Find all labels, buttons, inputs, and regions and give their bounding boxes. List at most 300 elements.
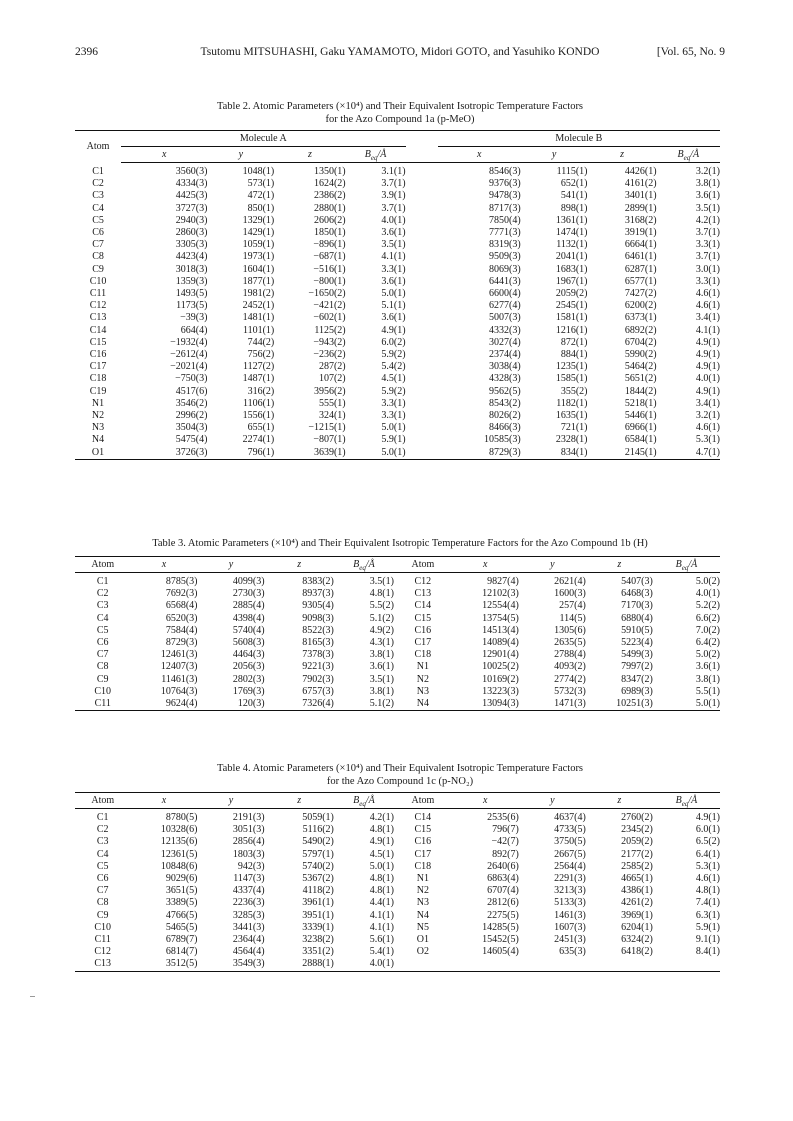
- z-cell: 6757(3): [302, 685, 334, 697]
- y-cell: 834(1): [560, 446, 588, 458]
- beq-cell: 8.4(1): [695, 946, 720, 958]
- table3-col-z-left: z: [265, 557, 334, 573]
- beq-cell: 4.8(1): [369, 588, 394, 600]
- beq-cell: 4.9(2): [369, 624, 394, 636]
- column-gap: [406, 203, 438, 215]
- atom-cell: C16: [414, 836, 432, 848]
- column-gap: [406, 227, 438, 239]
- table4-body: [75, 809, 720, 972]
- x-cell: 4332(3): [489, 324, 521, 336]
- z-cell: −421(2): [313, 300, 346, 312]
- beq-cell: 3.5(1): [381, 239, 406, 251]
- atom-cell: C6: [96, 637, 109, 649]
- x-cell: 2940(3): [175, 214, 208, 226]
- y-cell: 5133(3): [554, 897, 586, 909]
- table3-atom-header-right: Atom: [394, 557, 452, 573]
- beq-cell: 3.7(1): [381, 202, 406, 214]
- x-cell: 3727(3): [175, 202, 208, 214]
- column-gap: [406, 447, 438, 460]
- z-cell: 3351(2): [302, 946, 334, 958]
- table-row: [75, 264, 720, 276]
- x-cell: 8780(5): [165, 812, 198, 823]
- z-cell: 9221(3): [302, 661, 334, 673]
- table-row: [75, 809, 720, 825]
- table3-body: [75, 573, 720, 711]
- z-cell: 10251(3): [616, 698, 653, 710]
- beq-cell: 3.3(1): [695, 239, 720, 251]
- y-cell: 4564(4): [232, 946, 265, 958]
- x-cell: 6789(7): [165, 934, 198, 946]
- beq-cell: 4.0(1): [369, 958, 394, 970]
- y-cell: 3549(3): [232, 958, 265, 970]
- atom-cell: C2: [92, 178, 104, 190]
- y-cell: 1461(3): [554, 909, 586, 921]
- table-row: [75, 674, 720, 686]
- atom-cell: C9: [96, 909, 109, 921]
- y-cell: 1635(1): [555, 410, 588, 422]
- x-cell: 10585(3): [484, 434, 521, 446]
- z-cell: 5407(3): [621, 576, 653, 587]
- table3-caption: Table 3. Atomic Parameters (×10⁴) and Their Equivalent Isotropic Temperature Factors for the Azo Compound 1b (H): [152, 538, 648, 549]
- x-cell: −2021(4): [170, 361, 208, 373]
- y-cell: 4093(2): [554, 661, 586, 673]
- atom-cell: C6: [92, 227, 104, 239]
- atom-cell: C8: [96, 661, 109, 673]
- z-cell: −1650(2): [308, 288, 346, 300]
- atom-cell: C5: [96, 624, 109, 636]
- z-cell: 2059(2): [621, 836, 653, 848]
- table-row: [75, 922, 720, 934]
- column-gap: [406, 373, 438, 385]
- atom-cell: C12: [89, 300, 107, 312]
- table-row: [75, 910, 720, 922]
- beq-cell: 4.2(1): [695, 214, 720, 226]
- y-cell: 1147(3): [233, 873, 265, 885]
- x-cell: 9478(3): [489, 190, 521, 202]
- y-cell: 2667(5): [554, 848, 586, 860]
- z-cell: 2177(2): [621, 848, 653, 860]
- z-cell: 287(2): [318, 361, 346, 373]
- z-cell: 9098(3): [302, 612, 334, 624]
- table-row: [75, 686, 720, 698]
- table-row: [75, 613, 720, 625]
- x-cell: 13754(5): [482, 612, 519, 624]
- column-gap: [406, 251, 438, 263]
- beq-cell: 5.0(1): [369, 860, 394, 872]
- z-cell: 5910(5): [621, 624, 653, 636]
- table-row: [75, 836, 720, 848]
- beq-cell: 3.6(1): [695, 661, 720, 673]
- column-gap: [406, 300, 438, 312]
- atom-cell: C11: [89, 288, 107, 300]
- atom-cell: N2: [416, 885, 429, 897]
- column-gap: [406, 178, 438, 190]
- beq-cell: 4.0(1): [695, 373, 720, 385]
- table4-col-beq-left: $B_{eq}/Å$: [334, 793, 394, 809]
- x-cell: 4334(3): [175, 178, 208, 190]
- x-cell: 8729(3): [165, 637, 198, 649]
- x-cell: −750(3): [175, 373, 208, 385]
- z-cell: 6200(2): [624, 300, 657, 312]
- x-cell: 9624(4): [165, 698, 198, 710]
- table-row: [75, 897, 720, 909]
- beq-cell: 4.6(1): [695, 873, 720, 885]
- y-cell: 2564(4): [554, 860, 586, 872]
- page-number: 2396: [75, 46, 98, 58]
- table2-caption: [120, 100, 680, 126]
- y-cell: 2545(1): [555, 300, 588, 312]
- y-cell: 1305(6): [554, 624, 586, 636]
- beq-cell: 3.7(1): [381, 178, 406, 190]
- x-cell: 14605(4): [482, 946, 519, 958]
- atom-cell: C13: [94, 958, 112, 970]
- y-cell: 2236(3): [232, 897, 265, 909]
- y-cell: 744(2): [247, 336, 275, 348]
- y-cell: 1487(1): [242, 373, 275, 385]
- beq-cell: 5.3(1): [695, 860, 720, 872]
- x-cell: 7850(4): [489, 214, 521, 226]
- beq-cell: 3.9(1): [381, 190, 406, 202]
- y-cell: 2041(1): [555, 251, 588, 263]
- y-cell: 884(1): [560, 349, 588, 361]
- table4-caption-line2: for the Azo Compound 1c (p-NO₂): [326, 776, 474, 787]
- atom-cell: N4: [91, 434, 105, 446]
- z-cell: 3969(1): [621, 909, 653, 921]
- beq-cell: 5.6(1): [369, 934, 394, 946]
- z-cell: 5740(2): [302, 860, 334, 872]
- x-cell: 6863(4): [487, 873, 519, 885]
- beq-cell: 5.1(1): [381, 300, 406, 312]
- atom-cell: N5: [416, 921, 429, 933]
- table-row: [75, 824, 720, 836]
- atom-cell: C17: [414, 637, 432, 649]
- atom-cell: C6: [96, 873, 109, 885]
- x-cell: 13094(3): [482, 698, 519, 710]
- y-cell: 2635(5): [554, 637, 586, 649]
- table-row: [75, 573, 720, 589]
- beq-cell: 3.8(1): [369, 649, 394, 661]
- atom-cell: C10: [89, 275, 107, 287]
- z-cell: 4261(2): [621, 897, 653, 909]
- atom-cell: C17: [414, 848, 432, 860]
- y-cell: 1235(1): [555, 361, 588, 373]
- z-cell: 5499(3): [621, 649, 653, 661]
- beq-cell: 4.1(1): [369, 909, 394, 921]
- table3-atom-header-left: Atom: [75, 557, 130, 573]
- atom-cell: C3: [96, 836, 109, 848]
- beq-cell: 3.5(1): [695, 202, 720, 214]
- y-cell: 1048(1): [242, 166, 275, 177]
- z-cell: 3401(1): [624, 190, 657, 202]
- beq-cell: 3.3(1): [381, 397, 406, 409]
- y-cell: 721(1): [560, 422, 588, 434]
- beq-cell: 5.9(2): [381, 385, 406, 397]
- beq-cell: 3.4(1): [695, 397, 720, 409]
- table2-molecule-b-header: Molecule B: [438, 131, 720, 147]
- y-cell: 573(1): [247, 178, 275, 190]
- beq-cell: 6.0(2): [381, 336, 406, 348]
- y-cell: 850(1): [247, 202, 275, 214]
- z-cell: 555(1): [318, 397, 346, 409]
- beq-cell: 3.8(1): [369, 685, 394, 697]
- z-cell: 2880(1): [313, 202, 346, 214]
- z-cell: 2345(2): [621, 824, 653, 836]
- x-cell: 12407(3): [160, 661, 198, 673]
- beq-cell: 4.9(1): [381, 324, 406, 336]
- y-cell: 2730(3): [232, 588, 265, 600]
- z-cell: 2145(1): [624, 446, 657, 458]
- x-cell: 12102(3): [482, 588, 519, 600]
- atom-cell: C19: [89, 385, 107, 397]
- atom-cell: C1: [92, 165, 104, 177]
- table4: [75, 792, 720, 972]
- atom-cell: C9: [92, 263, 104, 275]
- table4-atom-header-right: Atom: [394, 793, 452, 809]
- y-cell: 1429(1): [242, 227, 275, 239]
- y-cell: 2056(3): [232, 661, 265, 673]
- table-row: [75, 227, 720, 239]
- beq-cell: [653, 958, 720, 971]
- y-cell: 4637(4): [554, 812, 586, 823]
- atom-cell: C14: [414, 600, 432, 612]
- table-row: [75, 934, 720, 946]
- x-cell: 14285(5): [482, 921, 519, 933]
- y-cell: 2802(3): [232, 673, 265, 685]
- atom-cell: C17: [89, 361, 107, 373]
- x-cell: 8546(3): [489, 166, 521, 177]
- table2-caption-line2: for the Azo Compound 1a (p-MeO): [325, 114, 475, 125]
- table-row: [75, 698, 720, 711]
- beq-cell: 4.9(1): [695, 812, 720, 823]
- x-cell: 10848(6): [160, 860, 198, 872]
- z-cell: 5446(1): [624, 410, 657, 422]
- y-cell: 2621(4): [554, 576, 586, 587]
- atom-cell: C16: [89, 349, 107, 361]
- x-cell: 3389(5): [165, 897, 198, 909]
- beq-cell: 3.3(1): [695, 275, 720, 287]
- atom-cell: C14: [89, 324, 107, 336]
- z-cell: 6966(1): [624, 422, 657, 434]
- y-cell: 1474(1): [555, 227, 588, 239]
- beq-cell: 5.9(2): [381, 349, 406, 361]
- atom-cell: N2: [91, 410, 105, 422]
- x-cell: 8785(3): [165, 576, 198, 587]
- beq-cell: 4.6(1): [695, 288, 720, 300]
- atom-cell: C11: [94, 934, 111, 946]
- beq-cell: 6.6(2): [695, 612, 720, 624]
- z-cell: 5797(1): [302, 848, 334, 860]
- beq-cell: 3.5(1): [369, 673, 394, 685]
- atom-cell: C1: [96, 812, 109, 823]
- atom-cell: C11: [94, 698, 111, 710]
- x-cell: 6600(4): [489, 288, 521, 300]
- x-cell: 892(7): [492, 848, 519, 860]
- atom-cell: [394, 958, 452, 971]
- z-cell: 1125(2): [314, 324, 346, 336]
- beq-cell: 5.0(1): [695, 698, 720, 710]
- z-cell: −1215(1): [308, 422, 346, 434]
- page-authors: Tsutomu MITSUHASHI, Gaku YAMAMOTO, Midori GOTO, and Yasuhiko KONDO: [200, 46, 600, 58]
- table-row: [75, 239, 720, 251]
- y-cell: 5732(3): [554, 685, 586, 697]
- y-cell: 1481(1): [242, 312, 275, 324]
- z-cell: 7902(3): [302, 673, 334, 685]
- z-cell: 5367(2): [302, 873, 334, 885]
- y-cell: 120(3): [237, 698, 265, 710]
- z-cell: 8383(2): [302, 576, 334, 587]
- beq-cell: 4.6(1): [695, 300, 720, 312]
- atom-cell: C10: [94, 685, 112, 697]
- atom-cell: C13: [414, 588, 432, 600]
- beq-cell: 3.0(1): [695, 263, 720, 275]
- table-row: [75, 276, 720, 288]
- x-cell: 664(4): [180, 324, 208, 336]
- z-cell: 5116(2): [302, 824, 334, 836]
- x-cell: 2812(6): [487, 897, 519, 909]
- beq-cell: 4.3(1): [369, 637, 394, 649]
- table-row: [75, 386, 720, 398]
- column-gap: [406, 312, 438, 324]
- x-cell: 9376(3): [489, 178, 521, 190]
- table-row: [75, 178, 720, 190]
- z-cell: 5490(2): [302, 836, 334, 848]
- x-cell: 6441(3): [489, 275, 521, 287]
- table3-col-z-right: z: [586, 557, 653, 573]
- beq-cell: 5.0(2): [695, 576, 720, 587]
- table3-col-x-left: x: [130, 557, 197, 573]
- atom-cell: C12: [94, 946, 112, 958]
- atom-cell: C12: [414, 576, 432, 587]
- column-gap: [406, 215, 438, 227]
- y-cell: 1967(1): [555, 275, 588, 287]
- beq-cell: 5.3(1): [695, 434, 720, 446]
- table4-caption-line1: Table 4. Atomic Parameters (×10⁴) and Their Equivalent Isotropic Temperature Factors: [216, 763, 584, 774]
- z-cell: −516(1): [313, 263, 346, 275]
- table2-molecule-a-header: Molecule A: [121, 131, 405, 147]
- z-cell: 6584(1): [624, 434, 657, 446]
- table3: [75, 556, 720, 711]
- x-cell: 8466(3): [489, 422, 521, 434]
- z-cell: 7427(2): [624, 288, 657, 300]
- table-row: [75, 215, 720, 227]
- table-row: [75, 885, 720, 897]
- atom-cell: C9: [96, 673, 109, 685]
- beq-cell: 4.7(1): [695, 446, 720, 458]
- y-cell: 355(2): [560, 385, 588, 397]
- x-cell: 7771(3): [489, 227, 521, 239]
- x-cell: 2275(5): [487, 909, 519, 921]
- z-cell: 6461(1): [624, 251, 657, 263]
- z-cell: 1624(2): [313, 178, 346, 190]
- x-cell: 1493(5): [175, 288, 208, 300]
- atom-cell: C5: [92, 214, 104, 226]
- table4-col-beq-right: $B_{eq}/Å$: [653, 793, 720, 809]
- beq-cell: 4.0(1): [381, 214, 406, 226]
- table-row: [75, 849, 720, 861]
- beq-cell: 4.9(1): [695, 361, 720, 373]
- x-cell: 3560(3): [175, 166, 208, 177]
- beq-cell: 3.6(1): [381, 312, 406, 324]
- atom-cell: C4: [96, 612, 109, 624]
- z-cell: −687(1): [313, 251, 346, 263]
- table-row: [75, 625, 720, 637]
- atom-cell: O2: [416, 946, 429, 958]
- x-cell: 8717(3): [489, 202, 521, 214]
- z-cell: 3238(2): [302, 934, 334, 946]
- beq-cell: 3.1(1): [381, 166, 406, 177]
- x-cell: −39(3): [180, 312, 208, 324]
- x-cell: 6568(4): [165, 600, 198, 612]
- z-cell: 2386(2): [313, 190, 346, 202]
- atom-cell: N4: [416, 909, 429, 921]
- beq-cell: 3.7(1): [695, 227, 720, 239]
- y-cell: 3441(3): [232, 921, 265, 933]
- beq-cell: 3.7(1): [695, 251, 720, 263]
- table-row: [75, 637, 720, 649]
- atom-cell: C15: [89, 336, 107, 348]
- y-cell: 2191(3): [232, 812, 265, 823]
- atom-cell: C7: [96, 885, 109, 897]
- z-cell: 2888(1): [302, 958, 334, 970]
- beq-cell: 5.0(1): [381, 422, 406, 434]
- x-cell: −1932(4): [170, 336, 208, 348]
- x-cell: 12901(4): [482, 649, 519, 661]
- y-cell: 2885(4): [232, 600, 265, 612]
- z-cell: 6204(1): [621, 921, 653, 933]
- beq-cell: 6.3(1): [695, 909, 720, 921]
- z-cell: 4161(2): [624, 178, 657, 190]
- beq-cell: 3.2(1): [695, 410, 720, 422]
- beq-cell: 4.1(1): [381, 251, 406, 263]
- y-cell: 4733(5): [554, 824, 586, 836]
- z-cell: 7997(2): [621, 661, 653, 673]
- x-cell: 10328(6): [160, 824, 198, 836]
- z-cell: −236(2): [313, 349, 346, 361]
- x-cell: 9029(6): [165, 873, 198, 885]
- y-cell: 3285(3): [232, 909, 265, 921]
- y-cell: 257(4): [559, 600, 586, 612]
- x-cell: 3027(4): [489, 336, 521, 348]
- table4-col-y-left: y: [198, 793, 265, 809]
- atom-cell: C5: [96, 860, 109, 872]
- x-cell: 4517(6): [175, 385, 208, 397]
- z-cell: 6418(2): [621, 946, 653, 958]
- y-cell: 898(1): [560, 202, 588, 214]
- table4-col-z-left: z: [265, 793, 334, 809]
- table2-body: [75, 163, 720, 460]
- beq-cell: 5.5(2): [369, 600, 394, 612]
- x-cell: [452, 958, 519, 971]
- beq-cell: 4.8(1): [369, 873, 394, 885]
- z-cell: −896(1): [313, 239, 346, 251]
- table-row: [75, 288, 720, 300]
- table2-col-x-b: x: [438, 147, 521, 163]
- beq-cell: 4.2(1): [369, 812, 394, 823]
- beq-cell: 7.4(1): [695, 897, 720, 909]
- x-cell: 13223(3): [482, 685, 519, 697]
- column-gap: [406, 361, 438, 373]
- y-cell: 1471(3): [554, 698, 586, 710]
- x-cell: 3504(3): [175, 422, 208, 434]
- atom-cell: N3: [416, 685, 429, 697]
- y-cell: 4398(4): [232, 612, 265, 624]
- atom-cell: C18: [89, 373, 107, 385]
- z-cell: 4386(1): [621, 885, 653, 897]
- atom-cell: C8: [96, 897, 109, 909]
- y-cell: 2856(4): [232, 836, 265, 848]
- z-cell: 8937(3): [302, 588, 334, 600]
- x-cell: −42(7): [491, 836, 519, 848]
